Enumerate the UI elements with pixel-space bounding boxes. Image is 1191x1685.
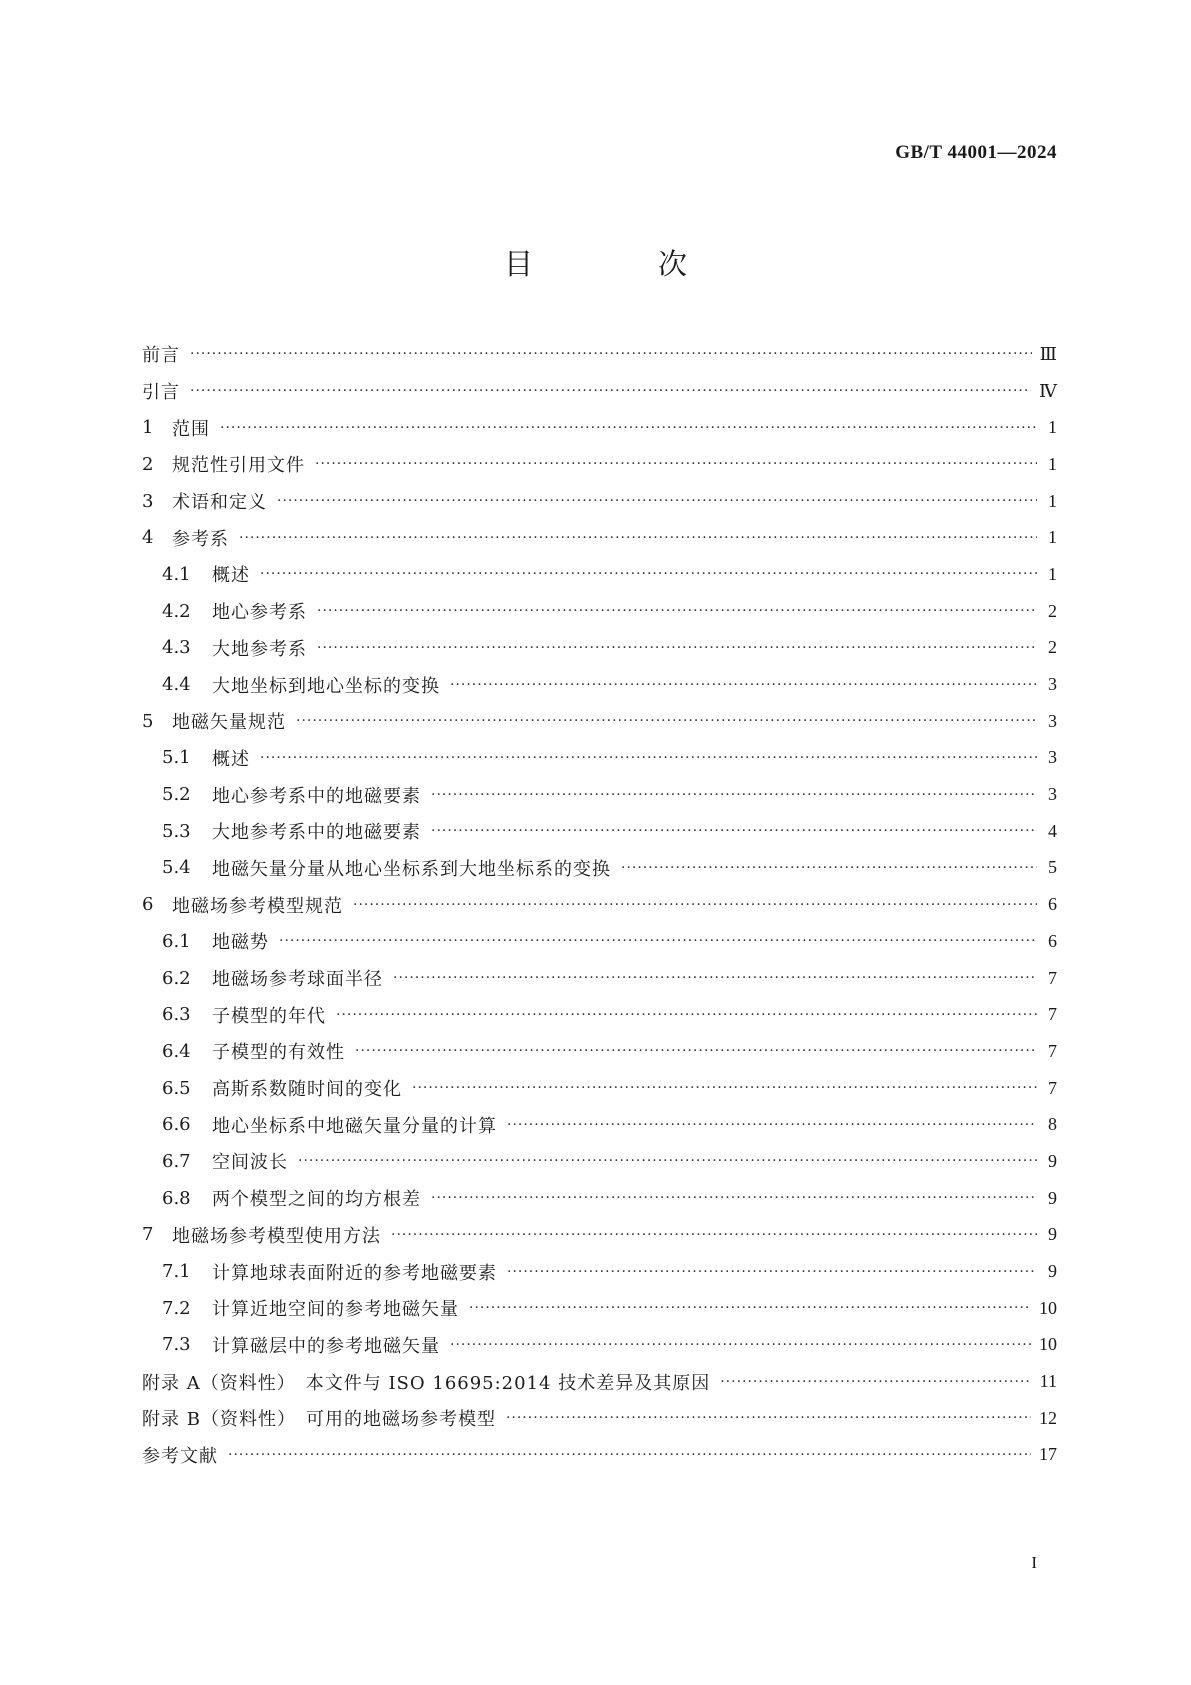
- toc-entry-page: 2: [1048, 637, 1057, 658]
- toc-entry-number: 6.6: [162, 1114, 191, 1136]
- dot-leader: [507, 1264, 1037, 1280]
- toc-entry-number: 6.4: [162, 1040, 191, 1062]
- dot-leader: [239, 530, 1037, 546]
- toc-entry[interactable]: [142, 593, 1057, 630]
- toc-entry-number: 2: [142, 453, 154, 475]
- toc-entry[interactable]: [142, 483, 1057, 520]
- toc-entry-page: 6: [1048, 894, 1057, 915]
- toc-entry-label: 计算地球表面附近的参考地磁要素: [212, 1262, 497, 1284]
- toc-entry-number: 6.3: [162, 1004, 191, 1026]
- page-number: I: [1031, 1553, 1037, 1572]
- toc-entry-label: 范围: [172, 418, 210, 440]
- toc-entry-number: 4.4: [162, 674, 191, 696]
- toc-entry-number: 7.3: [162, 1334, 191, 1356]
- toc-entry[interactable]: [142, 813, 1057, 850]
- dot-leader: [279, 933, 1037, 949]
- dot-leader: [298, 1153, 1037, 1169]
- dot-leader: [296, 713, 1037, 729]
- dot-leader: [277, 493, 1037, 509]
- toc-entry-page: 9: [1048, 1261, 1057, 1282]
- dot-leader: [353, 897, 1037, 913]
- toc-entry-number: 6.2: [162, 967, 191, 989]
- toc-entry-number: 7: [142, 1224, 154, 1246]
- toc-entry[interactable]: [142, 666, 1057, 703]
- toc-entry-page: 7: [1048, 967, 1057, 988]
- toc-entry-page: Ⅲ: [1039, 343, 1057, 364]
- toc-entry-page: 10: [1039, 1297, 1057, 1318]
- toc-entry[interactable]: [142, 519, 1057, 556]
- toc-entry-label: 参考文献: [142, 1445, 218, 1467]
- toc-entry-label: 地磁场参考球面半径: [212, 969, 383, 991]
- toc-entry-page: Ⅳ: [1039, 380, 1057, 401]
- toc-entry-page: 10: [1039, 1334, 1057, 1355]
- toc-entry[interactable]: [142, 1070, 1057, 1107]
- toc-entry-number: 6.1: [162, 930, 191, 952]
- dot-leader: [393, 970, 1037, 986]
- toc-entry-label: 术语和定义: [172, 492, 267, 514]
- toc-entry-label: 计算磁层中的参考地磁矢量: [212, 1335, 440, 1357]
- toc-entry-page: 1: [1048, 490, 1057, 511]
- toc-entry[interactable]: [142, 703, 1057, 740]
- dot-leader: [190, 346, 1032, 362]
- toc-entry-number: 4: [142, 527, 154, 549]
- toc-entry[interactable]: [142, 630, 1057, 667]
- dot-leader: [336, 1007, 1037, 1023]
- toc-entry-page: 7: [1048, 1077, 1057, 1098]
- toc-entry-page: 12: [1039, 1407, 1057, 1428]
- toc-entry-label: 概述: [212, 748, 250, 770]
- toc-entry-number: 7.2: [162, 1297, 191, 1319]
- toc-entry[interactable]: [142, 1363, 1057, 1400]
- toc-entry-page: 3: [1048, 747, 1057, 768]
- dot-leader: [450, 1337, 1031, 1353]
- dot-leader: [506, 1410, 1031, 1426]
- toc-entry-label: 高斯系数随时间的变化: [212, 1079, 402, 1101]
- toc-entry-label: 地磁场参考模型规范: [172, 895, 343, 917]
- toc-entry-page: 1: [1048, 453, 1057, 474]
- toc-entry-label: 大地参考系: [212, 638, 307, 660]
- toc-entry[interactable]: [142, 886, 1057, 923]
- toc-entry-label: 地磁矢量分量从地心坐标系到大地坐标系的变换: [212, 858, 611, 880]
- toc-entry-label: 地磁矢量规范: [172, 712, 286, 734]
- toc-entry-label: 大地坐标到地心坐标的变换: [212, 675, 440, 697]
- toc-entry-page: 6: [1048, 930, 1057, 951]
- dot-leader: [391, 1227, 1037, 1243]
- toc-entry-label: 地心参考系: [212, 602, 307, 624]
- toc-entry[interactable]: [142, 409, 1057, 446]
- toc-entry[interactable]: [142, 1143, 1057, 1180]
- toc-entry-page: 4: [1048, 820, 1057, 841]
- toc-entry[interactable]: [142, 1033, 1057, 1070]
- toc-entry[interactable]: [142, 1106, 1057, 1143]
- toc-entry-label: 附录 B（资料性） 可用的地磁场参考模型: [142, 1409, 496, 1431]
- toc-entry-page: 11: [1039, 1371, 1057, 1392]
- dot-leader: [260, 566, 1037, 582]
- toc-entry-label: 计算近地空间的参考地磁矢量: [212, 1299, 459, 1321]
- toc-entry[interactable]: [142, 1217, 1057, 1254]
- dot-leader: [228, 1447, 1031, 1463]
- dot-leader: [469, 1300, 1031, 1316]
- toc-entry-label: 附录 A（资料性） 本文件与 ISO 16695:2014 技术差异及其原因: [142, 1372, 711, 1394]
- toc-entry-page: 1: [1048, 563, 1057, 584]
- toc-entry-label: 两个模型之间的均方根差: [212, 1189, 421, 1211]
- toc-entry-number: 6.5: [162, 1077, 191, 1099]
- toc-entry-label: 地心坐标系中地磁矢量分量的计算: [212, 1115, 497, 1137]
- toc-entry-page: 3: [1048, 710, 1057, 731]
- toc-entry-number: 4.3: [162, 637, 191, 659]
- dot-leader: [190, 383, 1031, 399]
- toc-entry-page: 9: [1048, 1224, 1057, 1245]
- toc-entry-label: 大地参考系中的地磁要素: [212, 822, 421, 844]
- dot-leader: [355, 1043, 1037, 1059]
- toc-entry-page: 3: [1048, 674, 1057, 695]
- toc-entry-number: 5.1: [162, 747, 191, 769]
- toc-entry-page: 9: [1048, 1150, 1057, 1171]
- toc-entry-label: 引言: [142, 382, 180, 404]
- toc-entry-number: 3: [142, 490, 154, 512]
- toc-entry-number: 5.4: [162, 857, 191, 879]
- dot-leader: [412, 1080, 1037, 1096]
- toc-entry-number: 4.1: [162, 563, 191, 585]
- toc-entry-number: 6.8: [162, 1187, 191, 1209]
- dot-leader: [260, 750, 1037, 766]
- toc-entry-label: 子模型的年代: [212, 1005, 326, 1027]
- toc-entry-number: 7.1: [162, 1261, 191, 1283]
- toc-entry[interactable]: [142, 1180, 1057, 1217]
- toc-entry-page: 9: [1048, 1187, 1057, 1208]
- toc-entry-number: 6.7: [162, 1150, 191, 1172]
- toc-entry[interactable]: [142, 776, 1057, 813]
- toc-entry-page: 1: [1048, 527, 1057, 548]
- toc-entry-page: 17: [1039, 1444, 1057, 1465]
- toc-entry[interactable]: [142, 1400, 1057, 1437]
- toc-entry[interactable]: [142, 373, 1057, 410]
- dot-leader: [450, 677, 1037, 693]
- toc-entry-page: 2: [1048, 600, 1057, 621]
- toc-entry[interactable]: [142, 960, 1057, 997]
- dot-leader: [317, 640, 1037, 656]
- toc-entry-label: 概述: [212, 565, 250, 587]
- toc-entry[interactable]: [142, 740, 1057, 777]
- toc-entry[interactable]: [142, 923, 1057, 960]
- dot-leader: [431, 823, 1037, 839]
- toc-entry-label: 地磁场参考模型使用方法: [172, 1225, 381, 1247]
- toc-entry-label: 参考系: [172, 528, 229, 550]
- toc-entry[interactable]: [142, 446, 1057, 483]
- toc-entry-number: 5.2: [162, 784, 191, 806]
- toc-entry-page: 8: [1048, 1114, 1057, 1135]
- toc-entry-label: 地心参考系中的地磁要素: [212, 785, 421, 807]
- dot-leader: [431, 787, 1037, 803]
- toc-entry[interactable]: [142, 1290, 1057, 1327]
- toc-entry-number: 5.3: [162, 820, 191, 842]
- dot-leader: [431, 1190, 1037, 1206]
- dot-leader: [720, 1374, 1031, 1390]
- toc-entry[interactable]: [142, 1437, 1057, 1474]
- toc-entry[interactable]: [142, 996, 1057, 1033]
- toc-entry[interactable]: [142, 556, 1057, 593]
- table-of-contents: [142, 336, 1057, 1473]
- toc-entry[interactable]: [142, 1327, 1057, 1364]
- toc-entry-label: 空间波长: [212, 1152, 288, 1174]
- toc-entry-number: 6: [142, 894, 154, 916]
- toc-entry[interactable]: [142, 1253, 1057, 1290]
- page-title: 目 次: [503, 247, 735, 281]
- toc-entry-label: 子模型的有效性: [212, 1042, 345, 1064]
- dot-leader: [220, 420, 1037, 436]
- toc-entry-label: 规范性引用文件: [172, 455, 305, 477]
- dot-leader: [315, 456, 1037, 472]
- toc-entry-page: 3: [1048, 784, 1057, 805]
- toc-entry-page: 7: [1048, 1040, 1057, 1061]
- dot-leader: [507, 1117, 1037, 1133]
- toc-entry[interactable]: [142, 850, 1057, 887]
- toc-entry-page: 7: [1048, 1004, 1057, 1025]
- standard-code: GB/T 44001—2024: [895, 142, 1057, 163]
- toc-entry-label: 地磁势: [212, 932, 269, 954]
- toc-entry-label: 前言: [142, 345, 180, 367]
- toc-entry-number: 1: [142, 417, 154, 439]
- toc-entry-number: 5: [142, 710, 154, 732]
- toc-entry-number: 4.2: [162, 600, 191, 622]
- toc-entry-page: 5: [1048, 857, 1057, 878]
- toc-entry[interactable]: [142, 336, 1057, 373]
- dot-leader: [621, 860, 1037, 876]
- toc-entry-page: 1: [1048, 417, 1057, 438]
- dot-leader: [317, 603, 1037, 619]
